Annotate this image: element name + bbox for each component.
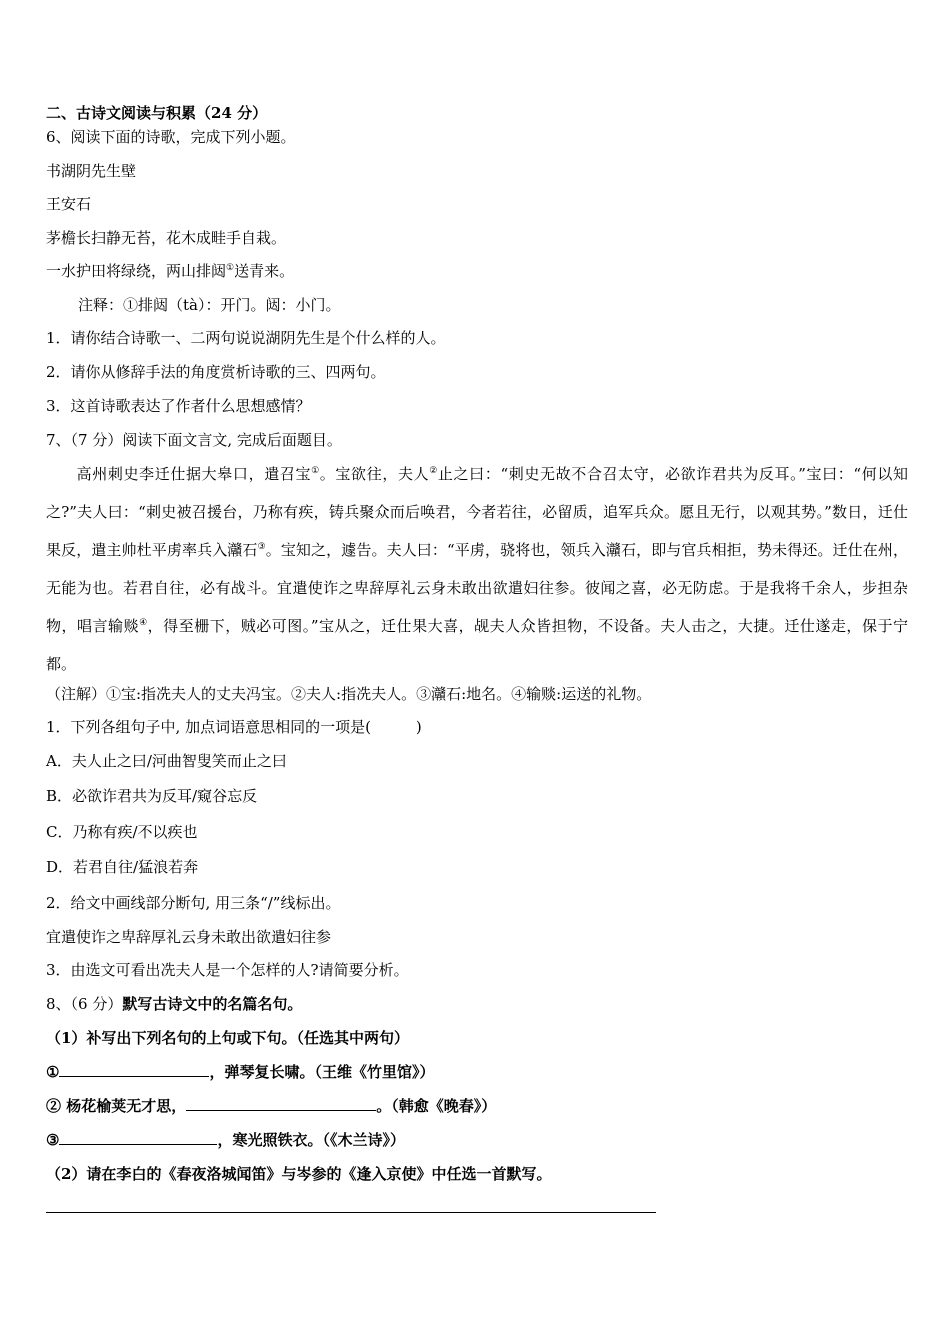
passage-part-e: ，得至栅下，贼必可图。”宝从之，迁仕果大喜，觇夫人众皆担物，不设备。夫人击之，大捷。迁仕遂走，保于宁都。: [46, 617, 908, 673]
option-b: B．必欲诈君共为反耳/窥谷忘反: [46, 787, 258, 805]
q7-sub3: 3．由选文可看出冼夫人是一个怎样的人?请简要分析。: [46, 961, 409, 979]
passage-part-a: 高州刺史李迁仕据大皋口，遣召宝: [76, 465, 312, 483]
q8-item2: [46, 1095, 496, 1117]
q8-number: 8、（6 分）: [46, 995, 123, 1013]
footnote-mark: ①: [226, 263, 235, 273]
q7-sub2-text: 宜遣使诈之卑辞厚礼云身未敢出欲遣妇往参: [46, 928, 332, 946]
q8-stem-text: 默写古诗文中的名篇名句。: [122, 995, 303, 1013]
option-a: A．夫人止之曰/河曲智叟笑而止之曰: [46, 752, 287, 770]
poem-line-2-b: 送青来。: [234, 262, 295, 280]
poem-note: 注释：①排闼（tà）：开门。闼：小门。: [78, 296, 341, 314]
q7-sub2: 2．给文中画线部分断句, 用三条“/”线标出。: [46, 894, 341, 912]
footnote-mark: ③: [257, 542, 266, 552]
footnote-mark: ①: [311, 466, 320, 476]
q8-item3: [46, 1129, 405, 1151]
section-title: 二、古诗文阅读与积累（24 分）: [46, 104, 268, 122]
answer-line[interactable]: [46, 1212, 656, 1213]
q6-sub3: 3．这首诗歌表达了作者什么思想感情？: [46, 397, 311, 415]
fill-blank-3[interactable]: [59, 1130, 217, 1145]
q8-part1: （1）补写出下列名句的上句或下句。（任选其中两句）: [46, 1029, 409, 1047]
q8-item1: [46, 1061, 434, 1083]
q8-part2: （2）请在李白的《春夜洛城闻笛》与岑参的《逢入京使》中任选一首默写。: [46, 1165, 552, 1183]
item1-text: ，弹琴复长啸。（王维《竹里馆》）: [209, 1063, 435, 1081]
option-d: D．若君自往/猛浪若奔: [46, 858, 199, 876]
footnote-mark: ④: [139, 618, 148, 628]
q6-sub2: 2．请你从修辞手法的角度赏析诗歌的三、四两句。: [46, 363, 386, 381]
poem-line-2-a: 一水护田将绿绕，两山排闼: [46, 262, 227, 280]
item2-text-a: ② 杨花榆荚无才思，: [46, 1097, 187, 1115]
passage-part-c: 止之曰：“刺史无故不合召太守，必欲诈君共为反耳。”宝曰：“何以知之?”夫人曰：“刺史被召援台，乃称有疾，铸兵聚众而后唤君，今者若往，必留质，追军兵众。愿且无行，以观其势。”数日，迁仕果反，遣主帅杜平虏率兵入灨石: [46, 465, 908, 559]
item1-num: ①: [46, 1063, 60, 1081]
q7-stem: 7、（7 分）阅读下面文言文, 完成后面题目。: [46, 431, 342, 449]
item2-text-b: 。（韩愈《晚春》）: [376, 1097, 497, 1115]
poem-author: 王安石: [46, 195, 92, 213]
q8-stem: [46, 993, 302, 1015]
q7-note: （注解）①宝:指冼夫人的丈夫冯宝。②夫人:指冼夫人。③灨石:地名。④输赕:运送的礼物。: [46, 685, 652, 703]
passage-part-b: 。宝欲往，夫人: [319, 465, 430, 483]
q7-sub1: 1．下列各组句子中, 加点词语意思相同的一项是( ): [46, 718, 422, 736]
poem-line-2: [46, 260, 294, 282]
item3-num: ③: [46, 1131, 60, 1149]
q6-sub1: 1．请你结合诗歌一、二两句说说湖阴先生是个什么样的人。: [46, 329, 446, 347]
item3-text: ，寒光照铁衣。（《木兰诗》）: [217, 1131, 405, 1149]
option-c: C．乃称有疾/不以疾也: [46, 823, 198, 841]
passage-part-d: 。宝知之，遽告。夫人曰：“平虏，骁将也，领兵入灨石，即与官兵相拒，势未得还。迁仕在州，无能为也。若君自往，必有战斗。宜遣使诈之卑辞厚礼云身未敢出欲遣妇往参。彼闻之喜，必无防虑。于是我将千余人，步担杂物，唱言输赕: [46, 541, 908, 635]
poem-line-1: 茅檐长扫静无苔，花木成畦手自栽。: [46, 229, 287, 247]
fill-blank-1[interactable]: [59, 1062, 209, 1077]
classical-passage: [46, 455, 908, 683]
footnote-mark: ②: [429, 466, 438, 476]
q6-stem: 6、阅读下面的诗歌，完成下列小题。: [46, 128, 296, 146]
fill-blank-2[interactable]: [186, 1096, 376, 1111]
poem-title: 书湖阴先生壁: [46, 162, 137, 180]
